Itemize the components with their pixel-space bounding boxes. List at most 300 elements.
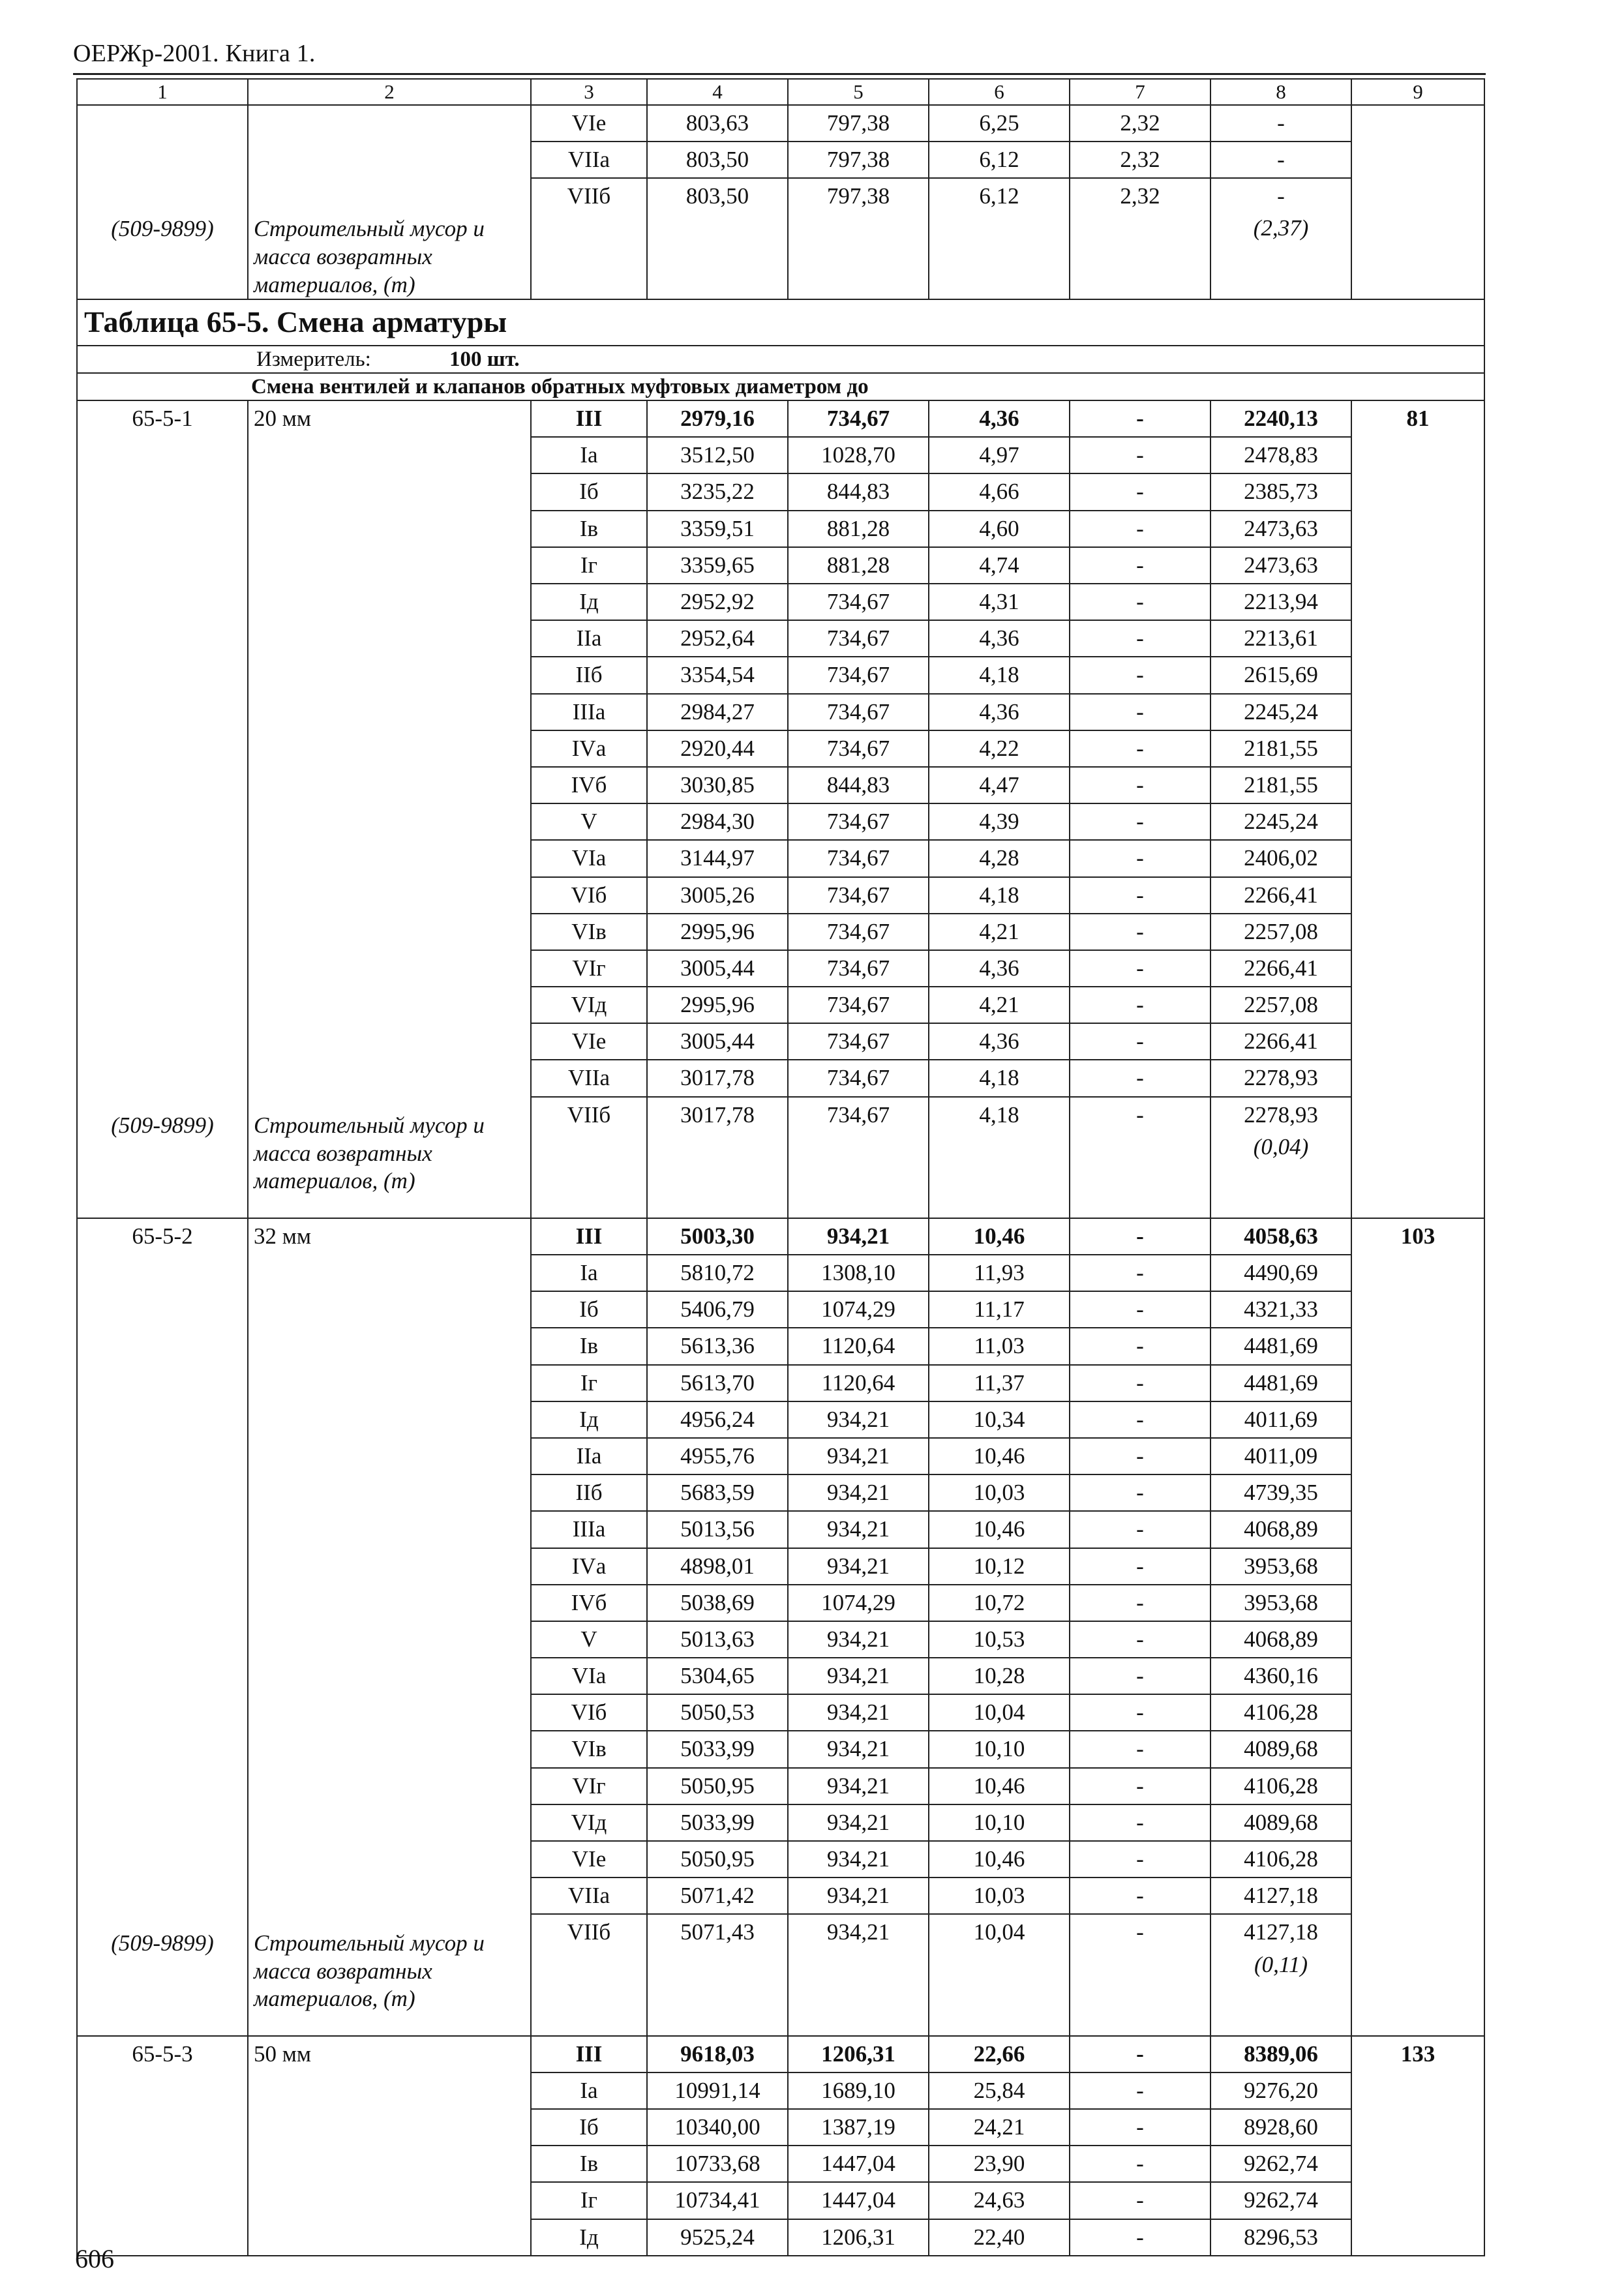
- table-cell: 10,03: [929, 1878, 1069, 1915]
- table-cell: 24,21: [929, 2110, 1069, 2146]
- table-cell: 3005,26: [648, 878, 787, 914]
- trash-code: (509-9899): [111, 1930, 214, 1956]
- table-cell: 5071,42: [648, 1878, 787, 1915]
- table-cell: IVа: [532, 1549, 646, 1585]
- item-col9-cell: [1351, 1218, 1484, 2036]
- table-cell: Iд: [532, 584, 646, 621]
- table-cell: 2213,61: [1211, 621, 1351, 657]
- table-cell: 4,47: [929, 768, 1069, 804]
- table-cell: 2984,30: [648, 804, 787, 841]
- item-code-cell: [77, 2036, 248, 2256]
- table-cell: VIIа: [532, 1878, 646, 1915]
- table-cell: 881,28: [789, 511, 928, 548]
- column-6-values: [929, 1218, 1070, 2036]
- table-cell: 4,21: [929, 987, 1069, 1024]
- table-cell: 23,90: [929, 2146, 1069, 2183]
- table-cell: 734,67: [789, 621, 928, 657]
- table-cell: 2385,73: [1211, 474, 1351, 511]
- item-code-cell: [77, 400, 248, 1218]
- item-col9: 103: [1400, 1223, 1436, 1249]
- table-cell: Iг: [532, 548, 646, 584]
- table-cell: 2245,24: [1211, 695, 1351, 731]
- table-cell: Iд: [532, 1402, 646, 1439]
- table-cell: 22,40: [973, 2224, 1025, 2250]
- table-cell: 1206,31: [821, 2224, 895, 2250]
- table-cell: 9262,74: [1211, 2146, 1351, 2183]
- item-block: [77, 1218, 1484, 2036]
- table-cell: 734,67: [789, 878, 928, 914]
- table-cell: III: [532, 2037, 646, 2073]
- table-cell: 2213,94: [1211, 584, 1351, 621]
- table-cell: 803,50: [685, 183, 749, 209]
- item-name-cell: [248, 2036, 531, 2256]
- table-cell: -: [1070, 548, 1210, 584]
- table-cell: 844,83: [789, 474, 928, 511]
- item-col9-cell: [1351, 2036, 1484, 2256]
- table-cell: 2245,24: [1211, 804, 1351, 841]
- column-number: 4: [647, 79, 788, 105]
- table-title: Таблица 65-5. Смена арматуры: [77, 299, 1484, 345]
- column-6-values: [929, 2036, 1070, 2256]
- table-cell: -: [1070, 2037, 1210, 2073]
- table-cell: -: [1070, 1658, 1210, 1695]
- table-cell: 2266,41: [1211, 951, 1351, 987]
- table-cell: 2984,27: [648, 695, 787, 731]
- table-cell: 10,03: [929, 1475, 1069, 1512]
- table-cell: VIIа: [532, 142, 646, 179]
- table-cell: VIIб: [567, 1919, 611, 1945]
- table-cell: Iб: [532, 474, 646, 511]
- table-cell: -: [1070, 2110, 1210, 2146]
- column-number: 9: [1351, 79, 1484, 105]
- table-cell: -: [1070, 2146, 1210, 2183]
- item-name: 32 мм: [254, 1223, 312, 1249]
- item-col9-cell: [1351, 105, 1484, 300]
- table-cell: 934,21: [789, 1622, 928, 1658]
- table-cell: 4011,09: [1211, 1439, 1351, 1475]
- table-cell: 5406,79: [648, 1292, 787, 1328]
- table-cell: VIг: [532, 1769, 646, 1805]
- table-cell: III: [532, 401, 646, 438]
- column-5-values: [788, 2036, 929, 2256]
- item-name: 50 мм: [254, 2041, 312, 2067]
- table-cell: 4,36: [929, 1024, 1069, 1060]
- table-cell: 4481,69: [1211, 1366, 1351, 1402]
- column-5-values: [788, 105, 929, 300]
- column-7-values: [1070, 400, 1210, 1218]
- table-cell: 5050,95: [648, 1842, 787, 1878]
- table-cell: 3953,68: [1211, 1549, 1351, 1585]
- table-cell: 3953,68: [1211, 1585, 1351, 1622]
- table-cell: 1308,10: [789, 1255, 928, 1292]
- table-cell: 4089,68: [1211, 1805, 1351, 1842]
- subtitle-row: [77, 373, 1484, 400]
- table-cell: -: [1070, 1475, 1210, 1512]
- table-cell: 3144,97: [648, 841, 787, 877]
- table-cell: 2406,02: [1211, 841, 1351, 877]
- table-cell: 934,21: [789, 1402, 928, 1439]
- table-cell: 2995,96: [648, 914, 787, 951]
- column-number: 8: [1210, 79, 1351, 105]
- table-cell: 5810,72: [648, 1255, 787, 1292]
- table-cell: 6,25: [929, 106, 1069, 142]
- trash-value: (0,11): [1254, 1951, 1308, 1977]
- table-cell: 8296,53: [1244, 2224, 1318, 2250]
- table-cell: -: [1070, 2073, 1210, 2110]
- table-cell: 4011,69: [1211, 1402, 1351, 1439]
- table-cell: 8389,06: [1211, 2037, 1351, 2073]
- table-cell: IIа: [532, 1439, 646, 1475]
- table-cell: 1447,04: [789, 2183, 928, 2219]
- column-8-values: [1210, 105, 1351, 300]
- table-cell: 4,18: [929, 1060, 1069, 1097]
- item-col9: 81: [1406, 406, 1430, 432]
- table-cell: 5038,69: [648, 1585, 787, 1622]
- table-cell: VIв: [532, 1731, 646, 1768]
- column-4-values: [647, 2036, 788, 2256]
- table-cell: 2952,64: [648, 621, 787, 657]
- item-code-cell: [77, 1218, 248, 2036]
- column-7-values: [1070, 105, 1210, 300]
- table-cell: 2920,44: [648, 731, 787, 768]
- table-cell: 3017,78: [648, 1060, 787, 1097]
- table-cell: IVб: [532, 768, 646, 804]
- item-name-cell: [248, 400, 531, 1218]
- column-number-row: [77, 79, 1484, 105]
- table-cell: 5013,63: [648, 1622, 787, 1658]
- table-cell: 2952,92: [648, 584, 787, 621]
- table-cell: VIе: [532, 106, 646, 142]
- table-cell: -: [1070, 438, 1210, 474]
- table-cell: 11,17: [929, 1292, 1069, 1328]
- table-cell: VIб: [532, 878, 646, 914]
- trash-description: Строительный мусор и масса возвратных материалов, (т): [254, 1113, 485, 1194]
- table-cell: 5304,65: [648, 1658, 787, 1695]
- table-cell: 10,46: [929, 1769, 1069, 1805]
- table-cell: 3005,44: [648, 1024, 787, 1060]
- table-cell: 1074,29: [789, 1292, 928, 1328]
- table-cell: VIв: [532, 914, 646, 951]
- item-col9: 133: [1400, 2041, 1436, 2067]
- table-cell: 4068,89: [1211, 1622, 1351, 1658]
- table-cell: 797,38: [789, 142, 928, 179]
- table-cell: -: [1070, 1439, 1210, 1475]
- column-4-values: [647, 400, 788, 1218]
- column-4-values: [647, 105, 788, 300]
- table-cell: IVа: [532, 731, 646, 768]
- table-cell: VIе: [532, 1024, 646, 1060]
- table-cell: 4956,24: [648, 1402, 787, 1439]
- trash-description: Строительный мусор и масса возвратных материалов, (т): [254, 216, 485, 297]
- table-cell: 734,67: [789, 695, 928, 731]
- table-cell: VIа: [532, 841, 646, 877]
- table-cell: VIе: [532, 1842, 646, 1878]
- table-cell: VIIа: [532, 1060, 646, 1097]
- table-cell: VIIб: [567, 1101, 611, 1128]
- table-cell: -: [1070, 511, 1210, 548]
- table-cell: IIб: [532, 657, 646, 694]
- table-cell: 934,21: [789, 1805, 928, 1842]
- table-cell: 934,21: [789, 1439, 928, 1475]
- table-cell: 1447,04: [789, 2146, 928, 2183]
- table-cell: 4739,35: [1211, 1475, 1351, 1512]
- table-cell: 9525,24: [680, 2224, 755, 2250]
- item-block: [77, 2036, 1484, 2256]
- table-cell: 1689,10: [789, 2073, 928, 2110]
- trash-code: (509-9899): [111, 216, 214, 242]
- column-8-values: [1210, 400, 1351, 1218]
- table-cell: 9262,74: [1211, 2183, 1351, 2219]
- table-cell: 4106,28: [1211, 1842, 1351, 1878]
- item-name-cell: [248, 105, 531, 300]
- table-cell: -: [1070, 1366, 1210, 1402]
- table-cell: -: [1070, 1622, 1210, 1658]
- table-cell: IIа: [532, 621, 646, 657]
- table-cell: -: [1070, 1292, 1210, 1328]
- table-cell: 3235,22: [648, 474, 787, 511]
- trash-code: (509-9899): [111, 1113, 214, 1139]
- column-3-values: [531, 1218, 647, 2036]
- table-cell: 2979,16: [648, 401, 787, 438]
- table-cell: 4106,28: [1211, 1695, 1351, 1731]
- table-cell: 3030,85: [648, 768, 787, 804]
- table-cell: -: [1070, 584, 1210, 621]
- table-cell: 5033,99: [648, 1731, 787, 1768]
- table-cell: III: [532, 1219, 646, 1255]
- column-3-values: [531, 400, 647, 1218]
- table-cell: -: [1070, 1549, 1210, 1585]
- table-cell: 4058,63: [1211, 1219, 1351, 1255]
- table-cell: 734,67: [789, 804, 928, 841]
- table-cell: 797,38: [789, 106, 928, 142]
- table-cell: Iб: [532, 1292, 646, 1328]
- table-cell: 2278,93: [1244, 1101, 1318, 1128]
- table-cell: VIб: [532, 1695, 646, 1731]
- table-cell: 4,36: [929, 695, 1069, 731]
- table-cell: -: [1070, 1255, 1210, 1292]
- column-number: 3: [531, 79, 647, 105]
- table-cell: 2,32: [1070, 106, 1210, 142]
- table-cell: 11,37: [929, 1366, 1069, 1402]
- table-cell: 4106,28: [1211, 1769, 1351, 1805]
- table-subtitle: Смена вентилей и клапанов обратных муфтовых диаметром до: [77, 373, 1484, 400]
- table-cell: 10,34: [929, 1402, 1069, 1439]
- table-cell: 934,21: [789, 1512, 928, 1548]
- table-cell: 2615,69: [1211, 657, 1351, 694]
- table-cell: 2278,93: [1211, 1060, 1351, 1097]
- table-cell: 4,97: [929, 438, 1069, 474]
- table-cell: -: [1070, 768, 1210, 804]
- table-cell: 734,67: [789, 401, 928, 438]
- table-cell: VIд: [532, 1805, 646, 1842]
- table-cell: 2,32: [1120, 183, 1160, 209]
- table-cell: 10734,41: [648, 2183, 787, 2219]
- table-cell: -: [1070, 1328, 1210, 1365]
- table-cell: 1120,64: [789, 1328, 928, 1365]
- column-7-values: [1070, 2036, 1210, 2256]
- table-cell: 2181,55: [1211, 731, 1351, 768]
- table-cell: 2473,63: [1211, 548, 1351, 584]
- table-cell: -: [1070, 987, 1210, 1024]
- table-cell: -: [1070, 841, 1210, 877]
- item-name-cell: [248, 1218, 531, 2036]
- table-cell: Iа: [532, 438, 646, 474]
- table-cell: 10991,14: [648, 2073, 787, 2110]
- table-cell: 4,74: [929, 548, 1069, 584]
- table-cell: V: [532, 1622, 646, 1658]
- table-cell: 2,32: [1070, 142, 1210, 179]
- table-cell: 6,12: [979, 183, 1019, 209]
- table-cell: 4127,18: [1211, 1878, 1351, 1915]
- table-cell: 1028,70: [789, 438, 928, 474]
- table-cell: 734,67: [789, 1060, 928, 1097]
- table-title-row: [77, 299, 1484, 345]
- table-cell: 25,84: [929, 2073, 1069, 2110]
- table-cell: Iб: [532, 2110, 646, 2146]
- table-cell: 11,93: [929, 1255, 1069, 1292]
- table-cell: Iг: [532, 1366, 646, 1402]
- table-cell: 3512,50: [648, 438, 787, 474]
- table-cell: 4,21: [929, 914, 1069, 951]
- page-number: 606: [75, 2244, 114, 2273]
- table-cell: 2257,08: [1211, 914, 1351, 951]
- table-cell: 10,28: [929, 1658, 1069, 1695]
- table-cell: 934,21: [789, 1219, 928, 1255]
- table-cell: Iа: [532, 2073, 646, 2110]
- table-cell: Iг: [532, 2183, 646, 2219]
- table-cell: VIIб: [567, 183, 611, 209]
- table-cell: IIIа: [532, 695, 646, 731]
- column-3-values: [531, 2036, 647, 2256]
- table-cell: -: [1070, 1731, 1210, 1768]
- table-cell: 734,67: [789, 841, 928, 877]
- table-cell: 934,21: [826, 1919, 890, 1945]
- table-cell: 4,36: [929, 951, 1069, 987]
- table-cell: -: [1136, 2224, 1144, 2250]
- table-cell: 5033,99: [648, 1805, 787, 1842]
- table-cell: 10340,00: [648, 2110, 787, 2146]
- table-cell: 11,03: [929, 1328, 1069, 1365]
- item-col9-cell: [1351, 400, 1484, 1218]
- table-cell: 4898,01: [648, 1549, 787, 1585]
- table-cell: 803,50: [648, 142, 787, 179]
- meter-row: [77, 346, 1484, 373]
- table-cell: 734,67: [826, 1101, 890, 1128]
- table-cell: 5003,30: [648, 1219, 787, 1255]
- table-cell: 3005,44: [648, 951, 787, 987]
- trash-value: (0,04): [1253, 1133, 1309, 1159]
- table-cell: 4089,68: [1211, 1731, 1351, 1768]
- table-cell: 4,18: [979, 1101, 1019, 1128]
- column-number: 6: [929, 79, 1070, 105]
- table-cell: -: [1070, 951, 1210, 987]
- table-cell: 5613,36: [648, 1328, 787, 1365]
- table-cell: 844,83: [789, 768, 928, 804]
- table-cell: -: [1070, 1878, 1210, 1915]
- table-cell: -: [1070, 1219, 1210, 1255]
- table-cell: 934,21: [789, 1842, 928, 1878]
- table-cell: 10,12: [929, 1549, 1069, 1585]
- table-cell: 2478,83: [1211, 438, 1351, 474]
- table-cell: 734,67: [789, 987, 928, 1024]
- meter-value: 100 шт.: [449, 347, 520, 371]
- column-number: 5: [788, 79, 929, 105]
- meter-label: Измеритель:: [256, 347, 371, 371]
- table-cell: 934,21: [789, 1731, 928, 1768]
- table-cell: 2240,13: [1211, 401, 1351, 438]
- table-cell: 3359,65: [648, 548, 787, 584]
- table-cell: 10733,68: [648, 2146, 787, 2183]
- table-cell: Iв: [532, 2146, 646, 2183]
- table-cell: 4481,69: [1211, 1328, 1351, 1365]
- table-cell: 4,22: [929, 731, 1069, 768]
- item-name: 20 мм: [254, 406, 312, 432]
- table-cell: 10,10: [929, 1731, 1069, 1768]
- carryover-block: [77, 105, 1484, 300]
- table-cell: 10,53: [929, 1622, 1069, 1658]
- table-cell: 734,67: [789, 951, 928, 987]
- table-cell: IIIа: [532, 1512, 646, 1548]
- table-cell: 10,72: [929, 1585, 1069, 1622]
- column-6-values: [929, 400, 1070, 1218]
- column-4-values: [647, 1218, 788, 2036]
- table-cell: 2266,41: [1211, 1024, 1351, 1060]
- rates-table: [76, 78, 1485, 2256]
- table-cell: 4,36: [929, 401, 1069, 438]
- table-cell: 4,31: [929, 584, 1069, 621]
- table-cell: 3359,51: [648, 511, 787, 548]
- table-cell: 734,67: [789, 914, 928, 951]
- item-code: 65-5-1: [132, 406, 193, 432]
- table-cell: 1387,19: [789, 2110, 928, 2146]
- table-cell: 10,10: [929, 1805, 1069, 1842]
- table-cell: 2995,96: [648, 987, 787, 1024]
- table-cell: 5683,59: [648, 1475, 787, 1512]
- table-cell: 734,67: [789, 1024, 928, 1060]
- table-cell: -: [1070, 474, 1210, 511]
- table-cell: 734,67: [789, 731, 928, 768]
- table-cell: 934,21: [789, 1549, 928, 1585]
- header-rule: [73, 73, 1486, 75]
- column-5-values: [788, 400, 929, 1218]
- table-cell: 8928,60: [1211, 2110, 1351, 2146]
- table-cell: Iв: [532, 511, 646, 548]
- item-block: [77, 400, 1484, 1218]
- trash-value: (2,37): [1253, 215, 1309, 241]
- table-cell: -: [1070, 878, 1210, 914]
- table-cell: 797,38: [826, 183, 890, 209]
- table-cell: IVб: [532, 1585, 646, 1622]
- table-cell: 4,36: [929, 621, 1069, 657]
- column-number: 2: [248, 79, 531, 105]
- table-cell: -: [1070, 1024, 1210, 1060]
- table-cell: 24,63: [929, 2183, 1069, 2219]
- table-cell: 4,39: [929, 804, 1069, 841]
- table-cell: 9618,03: [648, 2037, 787, 2073]
- table-cell: 934,21: [789, 1878, 928, 1915]
- table-cell: 9276,20: [1211, 2073, 1351, 2110]
- table-cell: -: [1277, 183, 1285, 209]
- table-cell: 734,67: [789, 657, 928, 694]
- table-cell: IIб: [532, 1475, 646, 1512]
- table-cell: 4068,89: [1211, 1512, 1351, 1548]
- table-cell: -: [1070, 1769, 1210, 1805]
- table-cell: -: [1211, 142, 1351, 179]
- table-cell: VIг: [532, 951, 646, 987]
- table-cell: 4,60: [929, 511, 1069, 548]
- table-cell: Iа: [532, 1255, 646, 1292]
- table-cell: 1206,31: [789, 2037, 928, 2073]
